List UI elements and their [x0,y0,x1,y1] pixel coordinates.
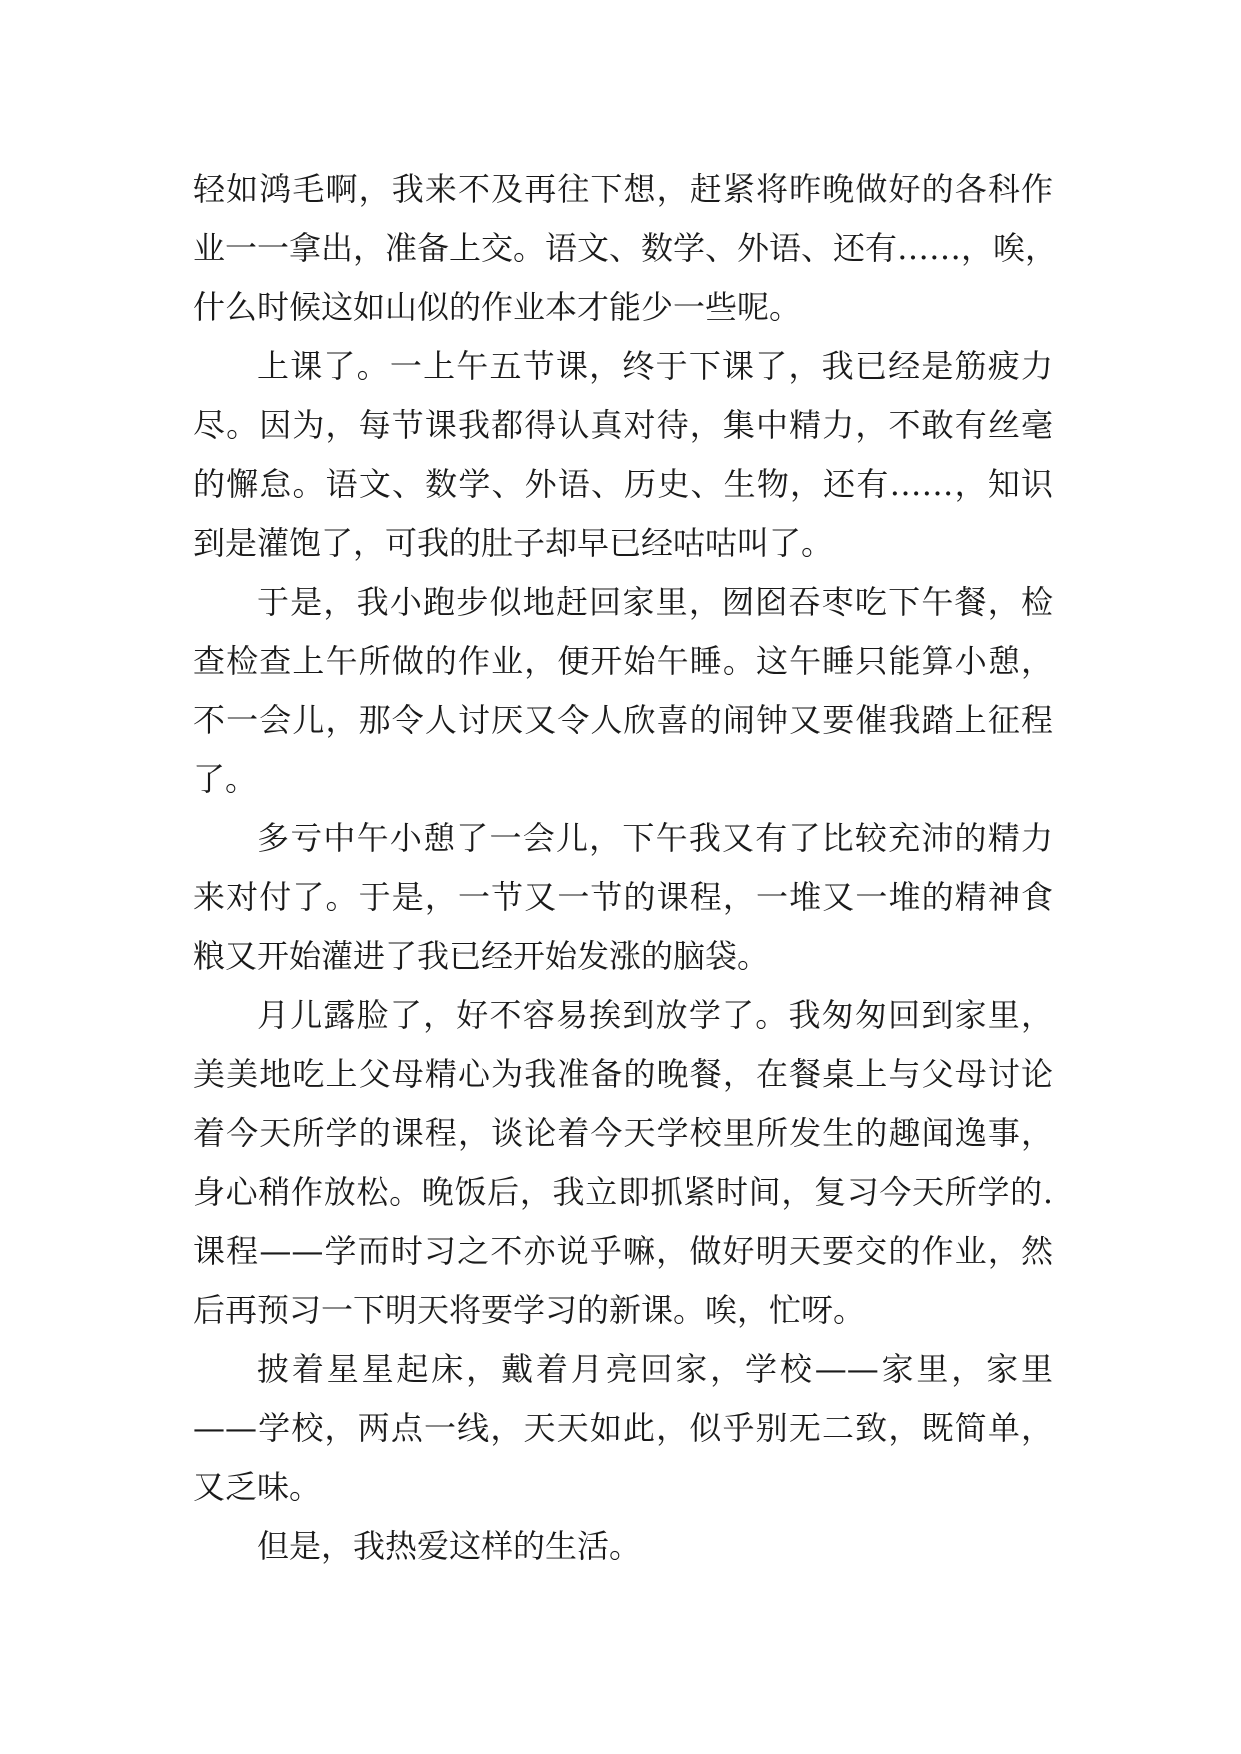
text-line: 什么时候这如山似的作业本才能少一些呢。 [193,288,802,326]
text-line: 了。 [193,760,258,798]
text-line: 着今天所学的课程，谈论着今天学校里所发生的趣闻逸事， [193,1114,1053,1152]
text-line: 上课了。一上午五节课，终于下课了，我已经是筋疲力 [257,347,1053,385]
text-line: 尽。因为，每节课我都得认真对待，集中精力，不敢有丝毫 [193,406,1053,444]
essay-body [193,160,1058,1576]
text-line: 轻如鸿毛啊，我来不及再往下想，赶紧将昨晚做好的各科作 [193,170,1053,208]
text-line: 的懈怠。语文、数学、外语、历史、生物，还有……，知识 [193,465,1053,503]
text-line: 披着星星起床，戴着月亮回家，学校——家里，家里 [257,1350,1053,1388]
text-line: 月儿露脸了，好不容易挨到放学了。我匆匆回到家里， [257,996,1053,1034]
text-line: 后再预习一下明天将要学习的新课。唉，忙呀。 [193,1291,866,1329]
text-line: 粮又开始灌进了我已经开始发涨的脑袋。 [193,937,770,975]
text-line: 又乏味。 [193,1468,322,1506]
text-line: 来对付了。于是，一节又一节的课程，一堆又一堆的精神食 [193,878,1053,916]
text-line: 但是，我热爱这样的生活。 [257,1527,642,1565]
text-line: 多亏中午小憩了一会儿，下午我又有了比较充沛的精力 [257,819,1053,857]
text-line: 不一会儿，那令人讨厌又令人欣喜的闹钟又要催我踏上征程 [193,701,1053,739]
text-line: 业一一拿出，准备上交。语文、数学、外语、还有……，唉， [193,229,1058,267]
text-line: 查检查上午所做的作业，便开始午睡。这午睡只能算小憩， [193,642,1053,680]
text-line: 到是灌饱了，可我的肚子却早已经咕咕叫了。 [193,524,834,562]
text-line: 美美地吃上父母精心为我准备的晚餐，在餐桌上与父母讨论 [193,1055,1053,1093]
text-line: 课程——学而时习之不亦说乎嘛，做好明天要交的作业，然 [193,1232,1053,1270]
text-line: 身心稍作放松。晚饭后，我立即抓紧时间，复习今天所学的. [193,1173,1053,1211]
text-line: 于是，我小跑步似地赶回家里，囫囵吞枣吃下午餐，检 [257,583,1053,621]
text-line: ——学校，两点一线，天天如此，似乎别无二致，既简单， [193,1409,1053,1447]
